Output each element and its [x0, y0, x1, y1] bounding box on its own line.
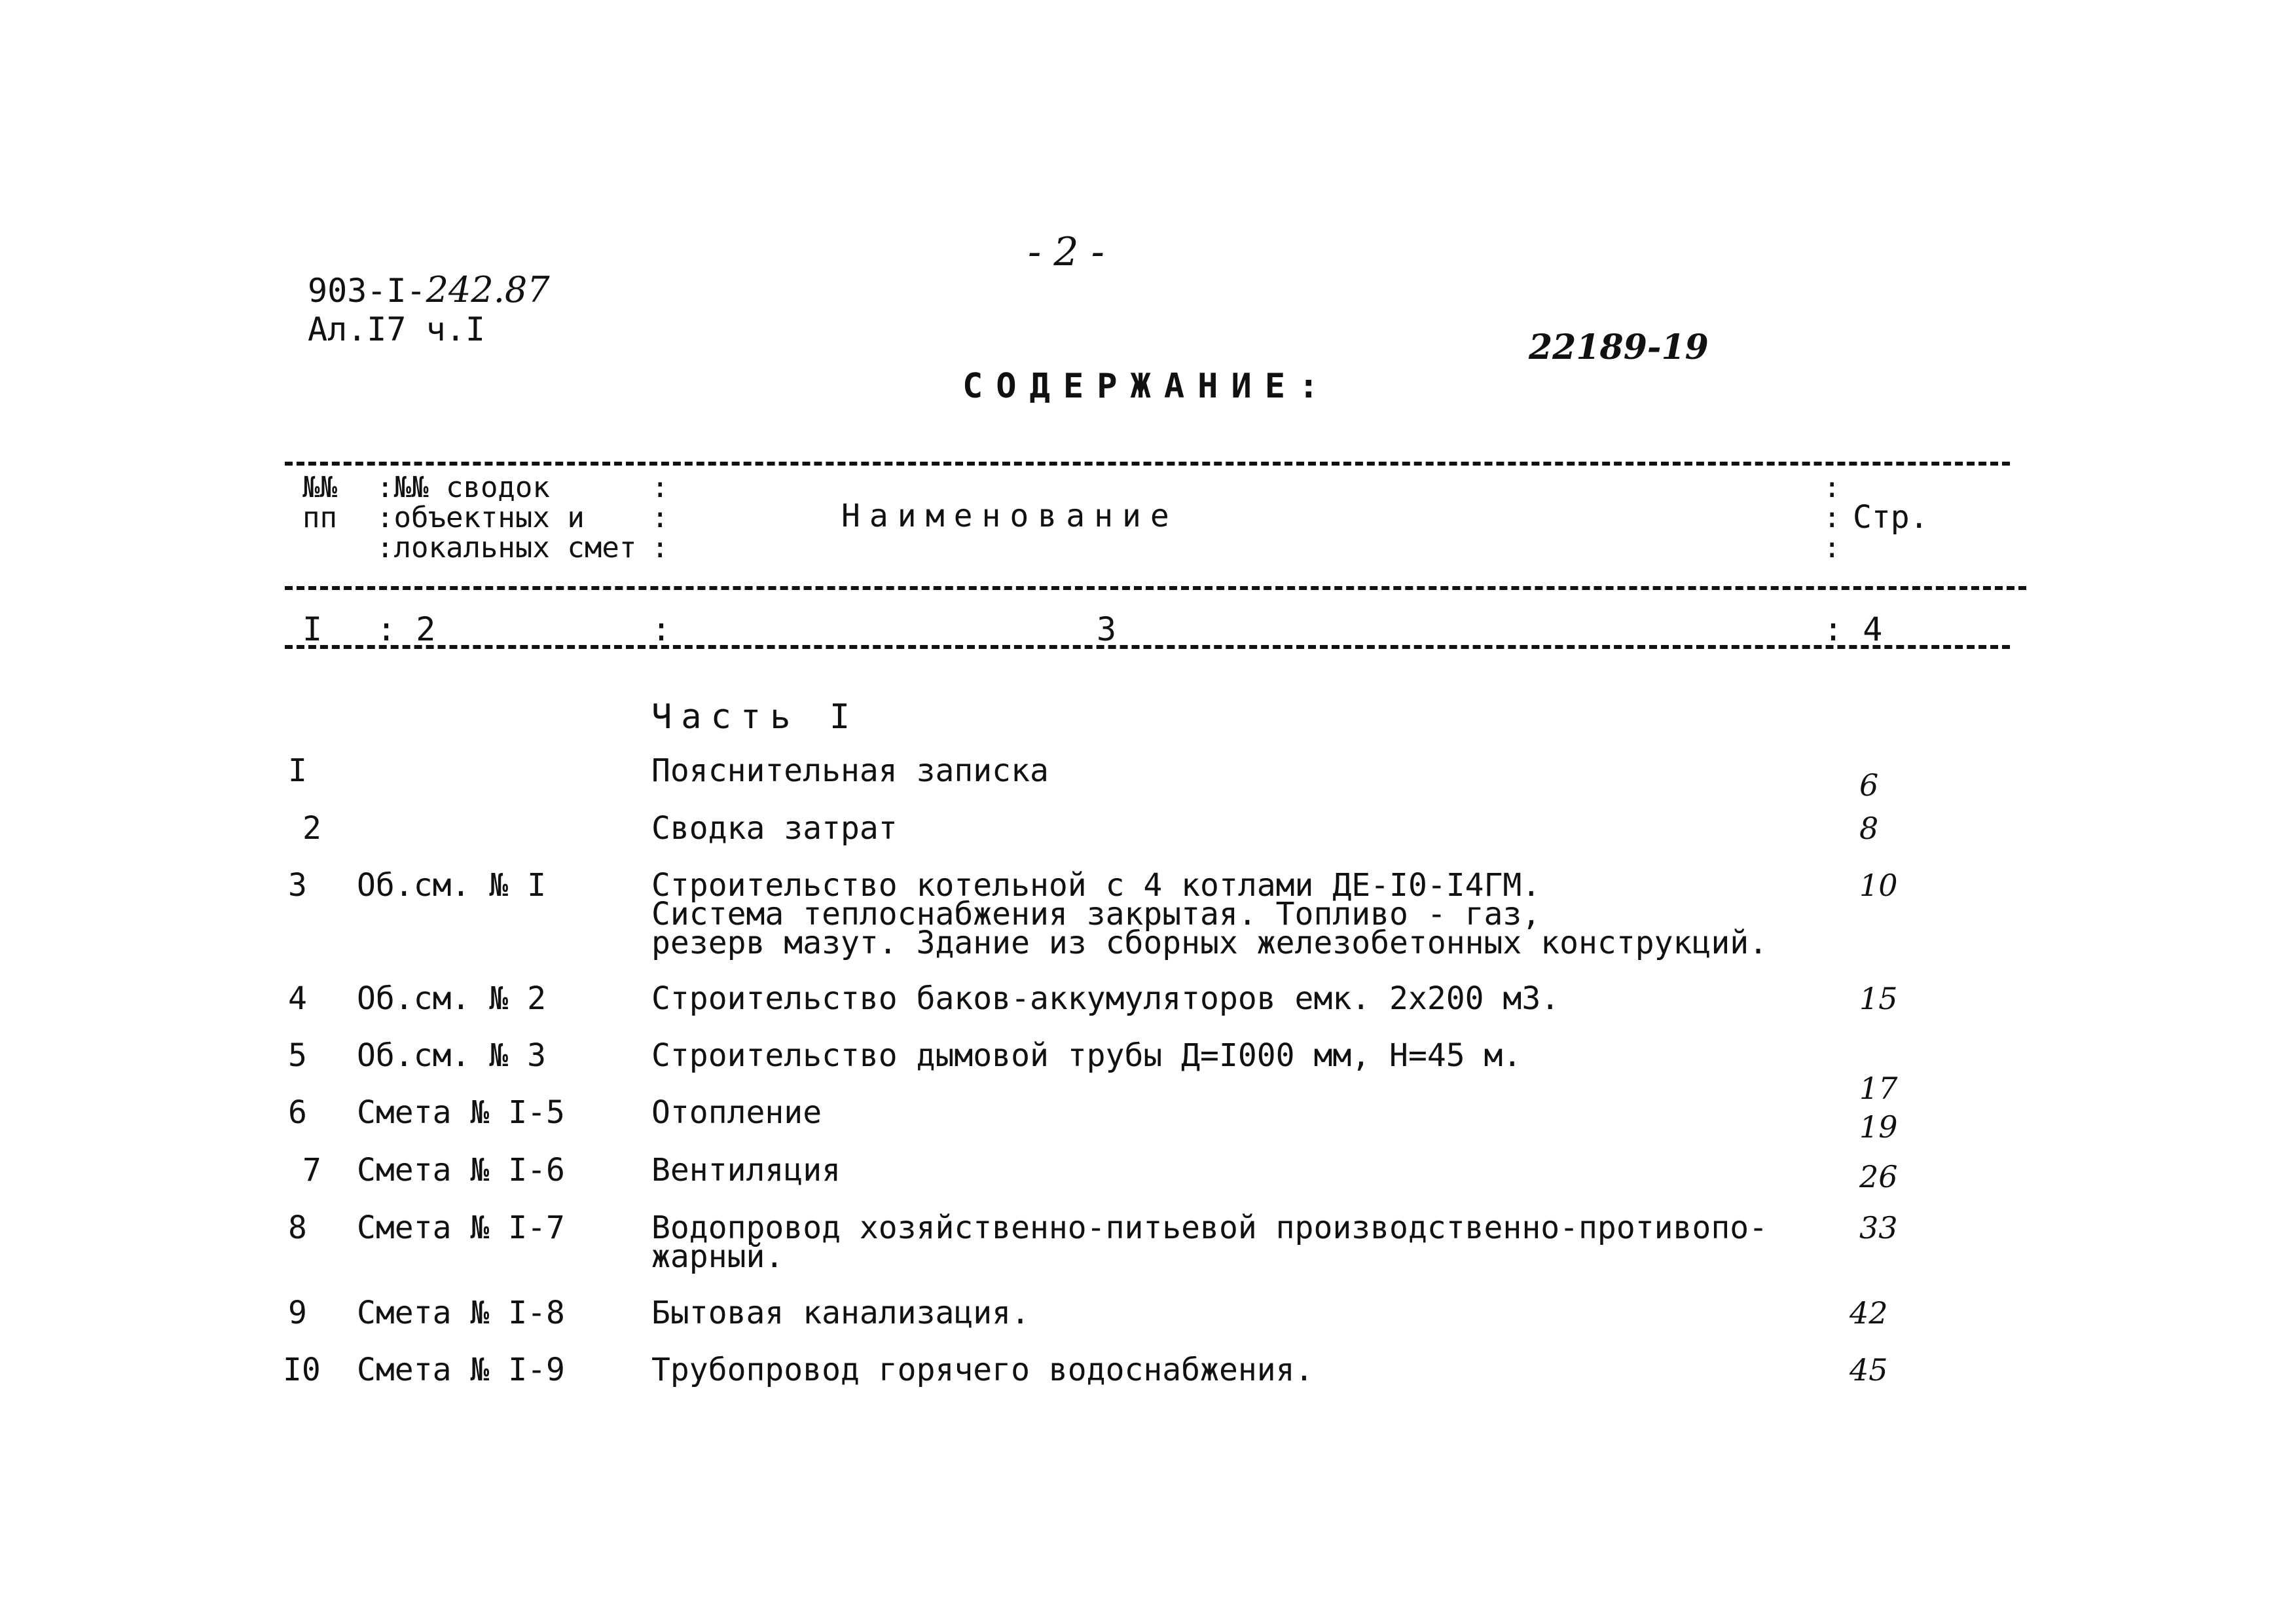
row-estimate: Смета № I-6 — [357, 1152, 565, 1189]
row-estimate: Об.см. № I — [357, 867, 546, 904]
col-page-header: Стр. — [1853, 499, 1929, 536]
column-number-2: : 2 — [376, 610, 436, 648]
document-code-printed: 903-I- — [308, 272, 426, 310]
registration-number: 22189-19 — [1529, 327, 1709, 367]
row-page: 10 — [1859, 868, 1898, 903]
header-divider-top — [285, 462, 2010, 466]
row-number: I — [288, 752, 307, 789]
part-title: Часть I — [651, 697, 860, 737]
col-estimate-header: :№№ сводок :объектных и :локальных смет — [376, 471, 637, 564]
column-number-3: 3 — [1097, 610, 1117, 648]
row-number: 8 — [288, 1209, 307, 1246]
row-estimate: Об.см. № 2 — [357, 980, 546, 1017]
row-title: Водопровод хозяйственно-питьевой производственно-противопо- жарный. — [651, 1209, 1768, 1275]
row-title: Отопление — [651, 1094, 822, 1131]
document-code — [308, 269, 550, 310]
column-number-separator: : — [651, 610, 672, 648]
column-number-4: : 4 — [1823, 610, 1883, 648]
row-number: 2 — [302, 810, 321, 847]
document-sheet: Ал.I7 ч.I — [308, 310, 485, 348]
row-page: 26 — [1859, 1159, 1898, 1194]
column-separator: : : : — [651, 471, 669, 564]
row-title: Вентиляция — [651, 1152, 841, 1189]
row-page: 45 — [1850, 1352, 1888, 1388]
col-number-header: №№ пп — [302, 471, 337, 534]
row-title: Строительство дымовой трубы Д=I000 мм, Н=45 м. — [651, 1037, 1522, 1074]
row-title: Бытовая канализация. — [651, 1295, 1030, 1331]
page-number: - 2 - — [1028, 229, 1104, 275]
page-title: СОДЕРЖАНИЕ: — [962, 367, 1332, 406]
row-page: 19 — [1859, 1109, 1898, 1145]
header-divider-bottom — [285, 645, 2010, 649]
row-estimate: Об.см. № 3 — [357, 1037, 546, 1074]
row-page: 42 — [1850, 1295, 1888, 1331]
row-number: 7 — [302, 1152, 321, 1189]
row-number: 6 — [288, 1094, 307, 1131]
header-divider-middle — [285, 586, 2026, 590]
row-title: Строительство котельной с 4 котлами ДЕ-I0-I4ГМ. Система теплоснабжения закрытая. Топливо - газ, резерв мазут. Здание из сборных железобетонных конструкций. — [651, 867, 1768, 961]
row-title: Трубопровод горячего водоснабжения. — [651, 1352, 1314, 1388]
row-page: 8 — [1859, 811, 1879, 846]
row-page: 6 — [1859, 767, 1879, 803]
row-number: 9 — [288, 1295, 307, 1331]
row-page: 33 — [1859, 1210, 1898, 1246]
document-code-handwritten: 242.87 — [426, 269, 550, 310]
col-name-header: Наименование — [841, 498, 1178, 534]
row-number: 4 — [288, 980, 307, 1017]
row-title: Строительство баков-аккумуляторов емк. 2х200 м3. — [651, 980, 1560, 1017]
row-number: I0 — [283, 1352, 321, 1388]
row-number: 3 — [288, 867, 307, 904]
row-page: 17 — [1859, 1071, 1898, 1106]
row-estimate: Смета № I-7 — [357, 1209, 565, 1246]
column-number-1: I — [302, 610, 323, 648]
row-estimate: Смета № I-8 — [357, 1295, 565, 1331]
row-estimate: Смета № I-9 — [357, 1352, 565, 1388]
row-title: Сводка затрат — [651, 810, 898, 847]
row-page: 15 — [1859, 981, 1898, 1016]
row-title: Пояснительная записка — [651, 752, 1049, 789]
row-number: 5 — [288, 1037, 307, 1074]
column-separator: : : : — [1823, 471, 1841, 564]
row-estimate: Смета № I-5 — [357, 1094, 565, 1131]
